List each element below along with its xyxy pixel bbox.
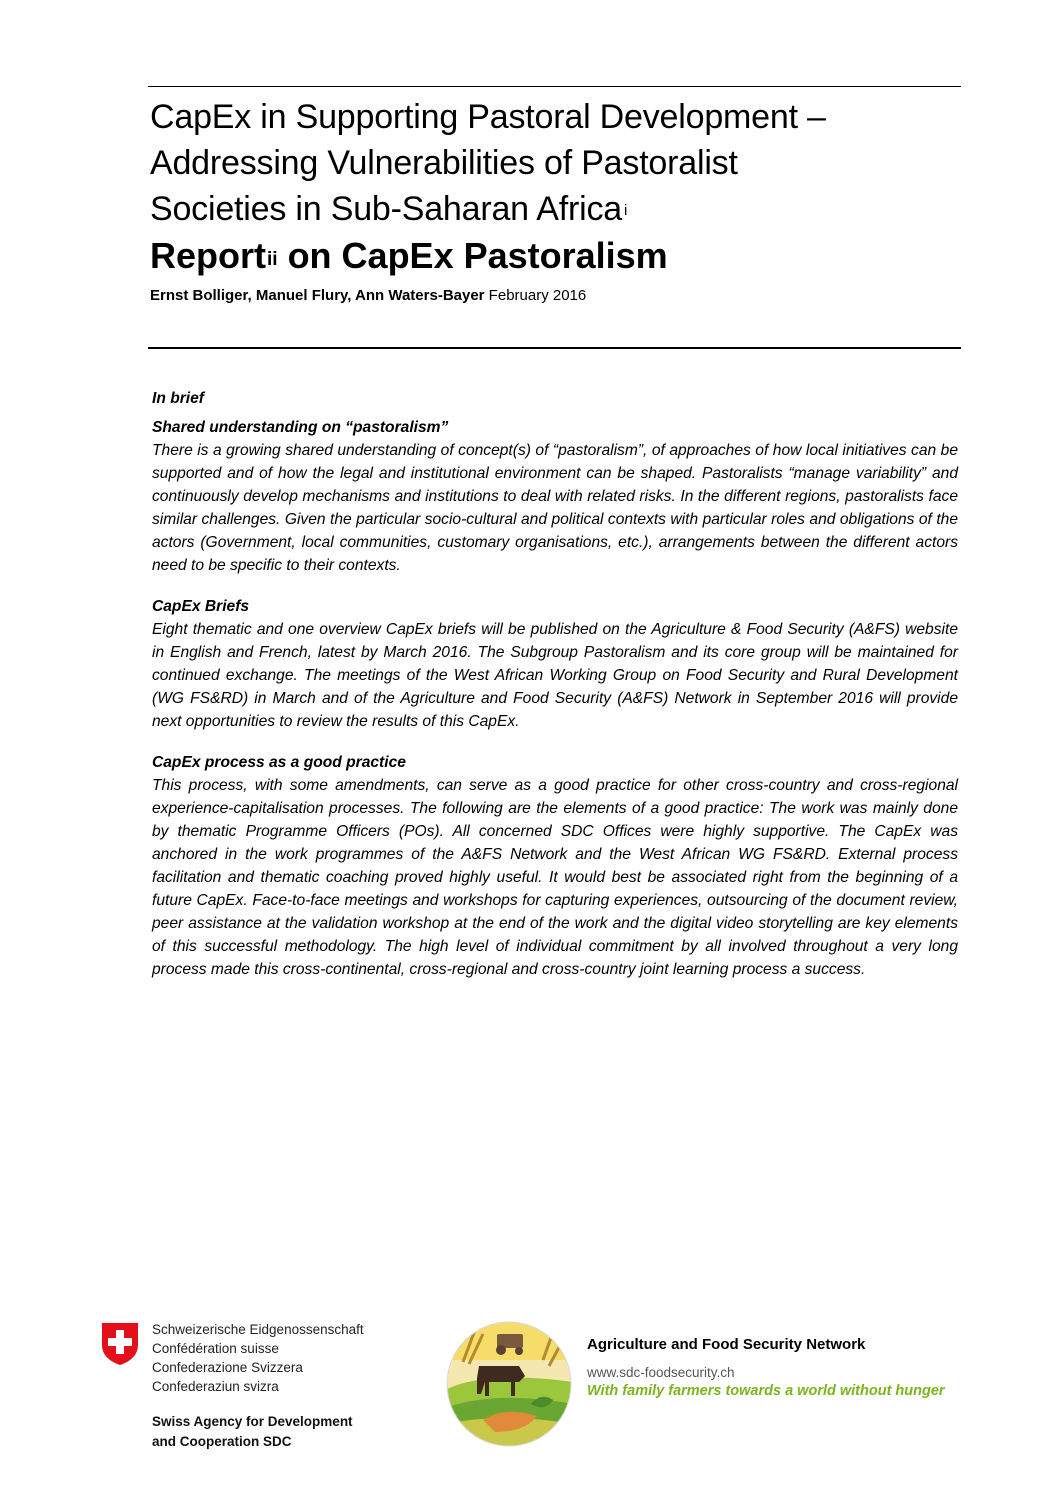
- network-slogan: With family farmers towards a world without hunger: [587, 1383, 945, 1399]
- swiss-shield-icon: [100, 1321, 140, 1367]
- document-title: [150, 94, 960, 278]
- confederation-names: [152, 1320, 364, 1396]
- agency-line-1: Swiss Agency for Development: [152, 1414, 353, 1429]
- section-shared-understanding: [152, 416, 958, 577]
- section-body: This process, with some amendments, can serve as a good practice for other cross-country and cross-regional experience-capitalisation processes. The following are the elements of a good practice: The work was mainly done by thematic Programme Officers (POs). All concerned SDC Offices were highly supportive. The CapEx was anchored in the work programmes of the A&FS Network and the West African WG FS&RD. External process facilitation and thematic coaching proved highly useful. It would best be associated right from the beginning of a future CapEx. Face-to-face meetings and workshops for capturing experiences, outsourcing of the document review, peer assistance at the validation workshop at the end of the work and the digital video storytelling are key elements of this successful methodology. The high level of individual commitment by all involved throughout a very long process made this cross-continental, cross-regional and cross-country joint learning process a success.: [152, 777, 958, 978]
- section-good-practice: [152, 751, 958, 981]
- endnote-marker-ii[interactable]: ii: [267, 249, 278, 270]
- network-logo-icon: [445, 1320, 573, 1448]
- report-title: [150, 234, 960, 278]
- section-body: There is a growing shared understanding of concept(s) of “pastoralism”, of approaches of how local initiatives can be supported and of how the legal and institutional environment can be shaped. Pastoralists “manage variability” and continuously develop mechanisms and institutions to deal with related risks. In the different regions, pastoralists face similar challenges. Given the particular socio-cultural and political contexts with particular roles and obligations of the actors (Government, local communities, customary organisations, etc.), arrangements between the different actors need to be specific to their contexts.: [152, 442, 958, 574]
- section-capex-briefs: [152, 595, 958, 733]
- network-url-link[interactable]: www.sdc-foodsecurity.ch: [587, 1365, 735, 1380]
- section-rule: [148, 347, 961, 349]
- title-line-1: CapEx in Supporting Pastoral Development –: [150, 98, 826, 136]
- in-brief-heading: In brief: [152, 390, 204, 407]
- byline: [150, 287, 586, 304]
- publication-date: February 2016: [484, 287, 587, 304]
- endnote-marker-i[interactable]: i: [623, 202, 628, 219]
- confederation-name-fr: Confédération suisse: [152, 1341, 279, 1356]
- section-heading: CapEx process as a good practice: [152, 754, 406, 771]
- network-name: Agriculture and Food Security Network: [587, 1336, 866, 1353]
- report-title-rest: on CapEx Pastoralism: [277, 235, 668, 276]
- sdc-agency-name: [152, 1412, 353, 1452]
- agency-line-2: and Cooperation SDC: [152, 1434, 292, 1449]
- summary-content: [152, 387, 958, 981]
- title-line-3: [150, 186, 960, 232]
- network-info: [587, 1335, 945, 1400]
- title-line-2: Addressing Vulnerabilities of Pastoralist: [150, 144, 738, 182]
- top-rule: [148, 86, 961, 87]
- title-line-3-text: Societies in Sub-Saharan Africa: [150, 190, 622, 228]
- confederation-name-de: Schweizerische Eidgenossenschaft: [152, 1322, 364, 1337]
- section-heading: CapEx Briefs: [152, 598, 250, 615]
- section-body: Eight thematic and one overview CapEx briefs will be published on the Agriculture & Food Security (A&FS) website in English and French, latest by March 2016. The Subgroup Pastoralism and its core group will be maintained for continued exchange. The meetings of the West African Working Group on Food Security and Rural Development (WG FS&RD) in March and of the Agriculture and Food Security (A&FS) Network in September 2016 will provide next opportunities to review the results of this CapEx.: [152, 621, 958, 730]
- authors: Ernst Bolliger, Manuel Flury, Ann Waters-Bayer: [150, 287, 485, 304]
- confederation-name-it: Confederazione Svizzera: [152, 1360, 303, 1375]
- section-heading: Shared understanding on “pastoralism”: [152, 419, 449, 436]
- report-word: Report: [150, 235, 266, 276]
- confederation-name-rm: Confederaziun svizra: [152, 1379, 279, 1394]
